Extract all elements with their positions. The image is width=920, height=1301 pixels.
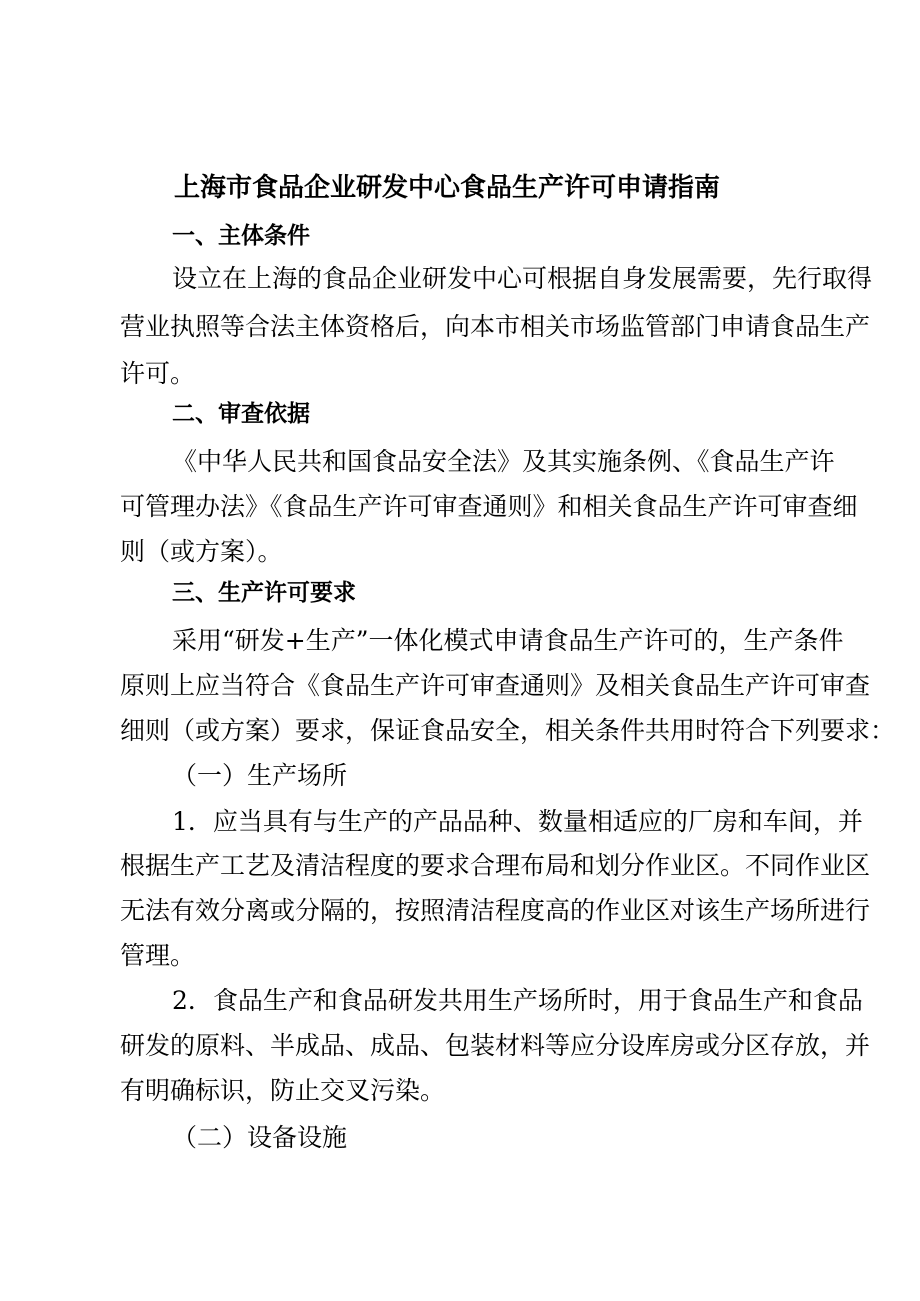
section-heading-subject-conditions: 一、主体条件 <box>172 223 310 249</box>
subsection-heading-equipment-facilities: （二）设备设施 <box>172 1123 348 1152</box>
paragraph-line: 细则（或方案）要求，保证食品安全，相关条件共用时符合下列要求： <box>120 716 896 745</box>
paragraph-line: 原则上应当符合《食品生产许可审查通则》及相关食品生产许可审查 <box>120 671 871 700</box>
paragraph-line: 无法有效分离或分隔的，按照清洁程度高的作业区对该生产场所进行 <box>120 896 871 925</box>
section-heading-review-basis: 二、审查依据 <box>172 401 310 427</box>
paragraph-line: 可管理办法》《食品生产许可审查通则》和相关食品生产许可审查细 <box>120 492 858 521</box>
paragraph-line: 2．食品生产和食品研发共用生产场所时，用于食品生产和食品 <box>172 986 863 1015</box>
paragraph-line: 有明确标识，防止交叉污染。 <box>120 1076 446 1105</box>
paragraph-line: 研发的原料、半成品、成品、包装材料等应分设库房或分区存放，并 <box>120 1031 871 1060</box>
paragraph-line: 营业执照等合法主体资格后，向本市相关市场监管部门申请食品生产 <box>120 312 871 341</box>
paragraph-line: 管理。 <box>120 941 196 970</box>
paragraph-line: 采用“研发+生产”一体化模式申请食品生产许可的，生产条件 <box>172 626 844 655</box>
section-heading-license-requirements: 三、生产许可要求 <box>172 580 356 606</box>
paragraph-line: 《中华人民共和国食品安全法》及其实施条例、《食品生产许 <box>172 447 835 476</box>
paragraph-line: 1．应当具有与生产的产品品种、数量相适应的厂房和车间，并 <box>172 807 863 836</box>
subsection-heading-production-site: （一）生产场所 <box>172 761 348 790</box>
paragraph-line: 设立在上海的食品企业研发中心可根据自身发展需要，先行取得 <box>172 264 873 293</box>
paragraph-line: 则（或方案）。 <box>120 537 283 566</box>
paragraph-line: 根据生产工艺及清洁程度的要求合理布局和划分作业区。不同作业区 <box>120 851 871 880</box>
paragraph-line: 许可。 <box>120 359 196 388</box>
document-title: 上海市食品企业研发中心食品生产许可申请指南 <box>174 173 721 203</box>
